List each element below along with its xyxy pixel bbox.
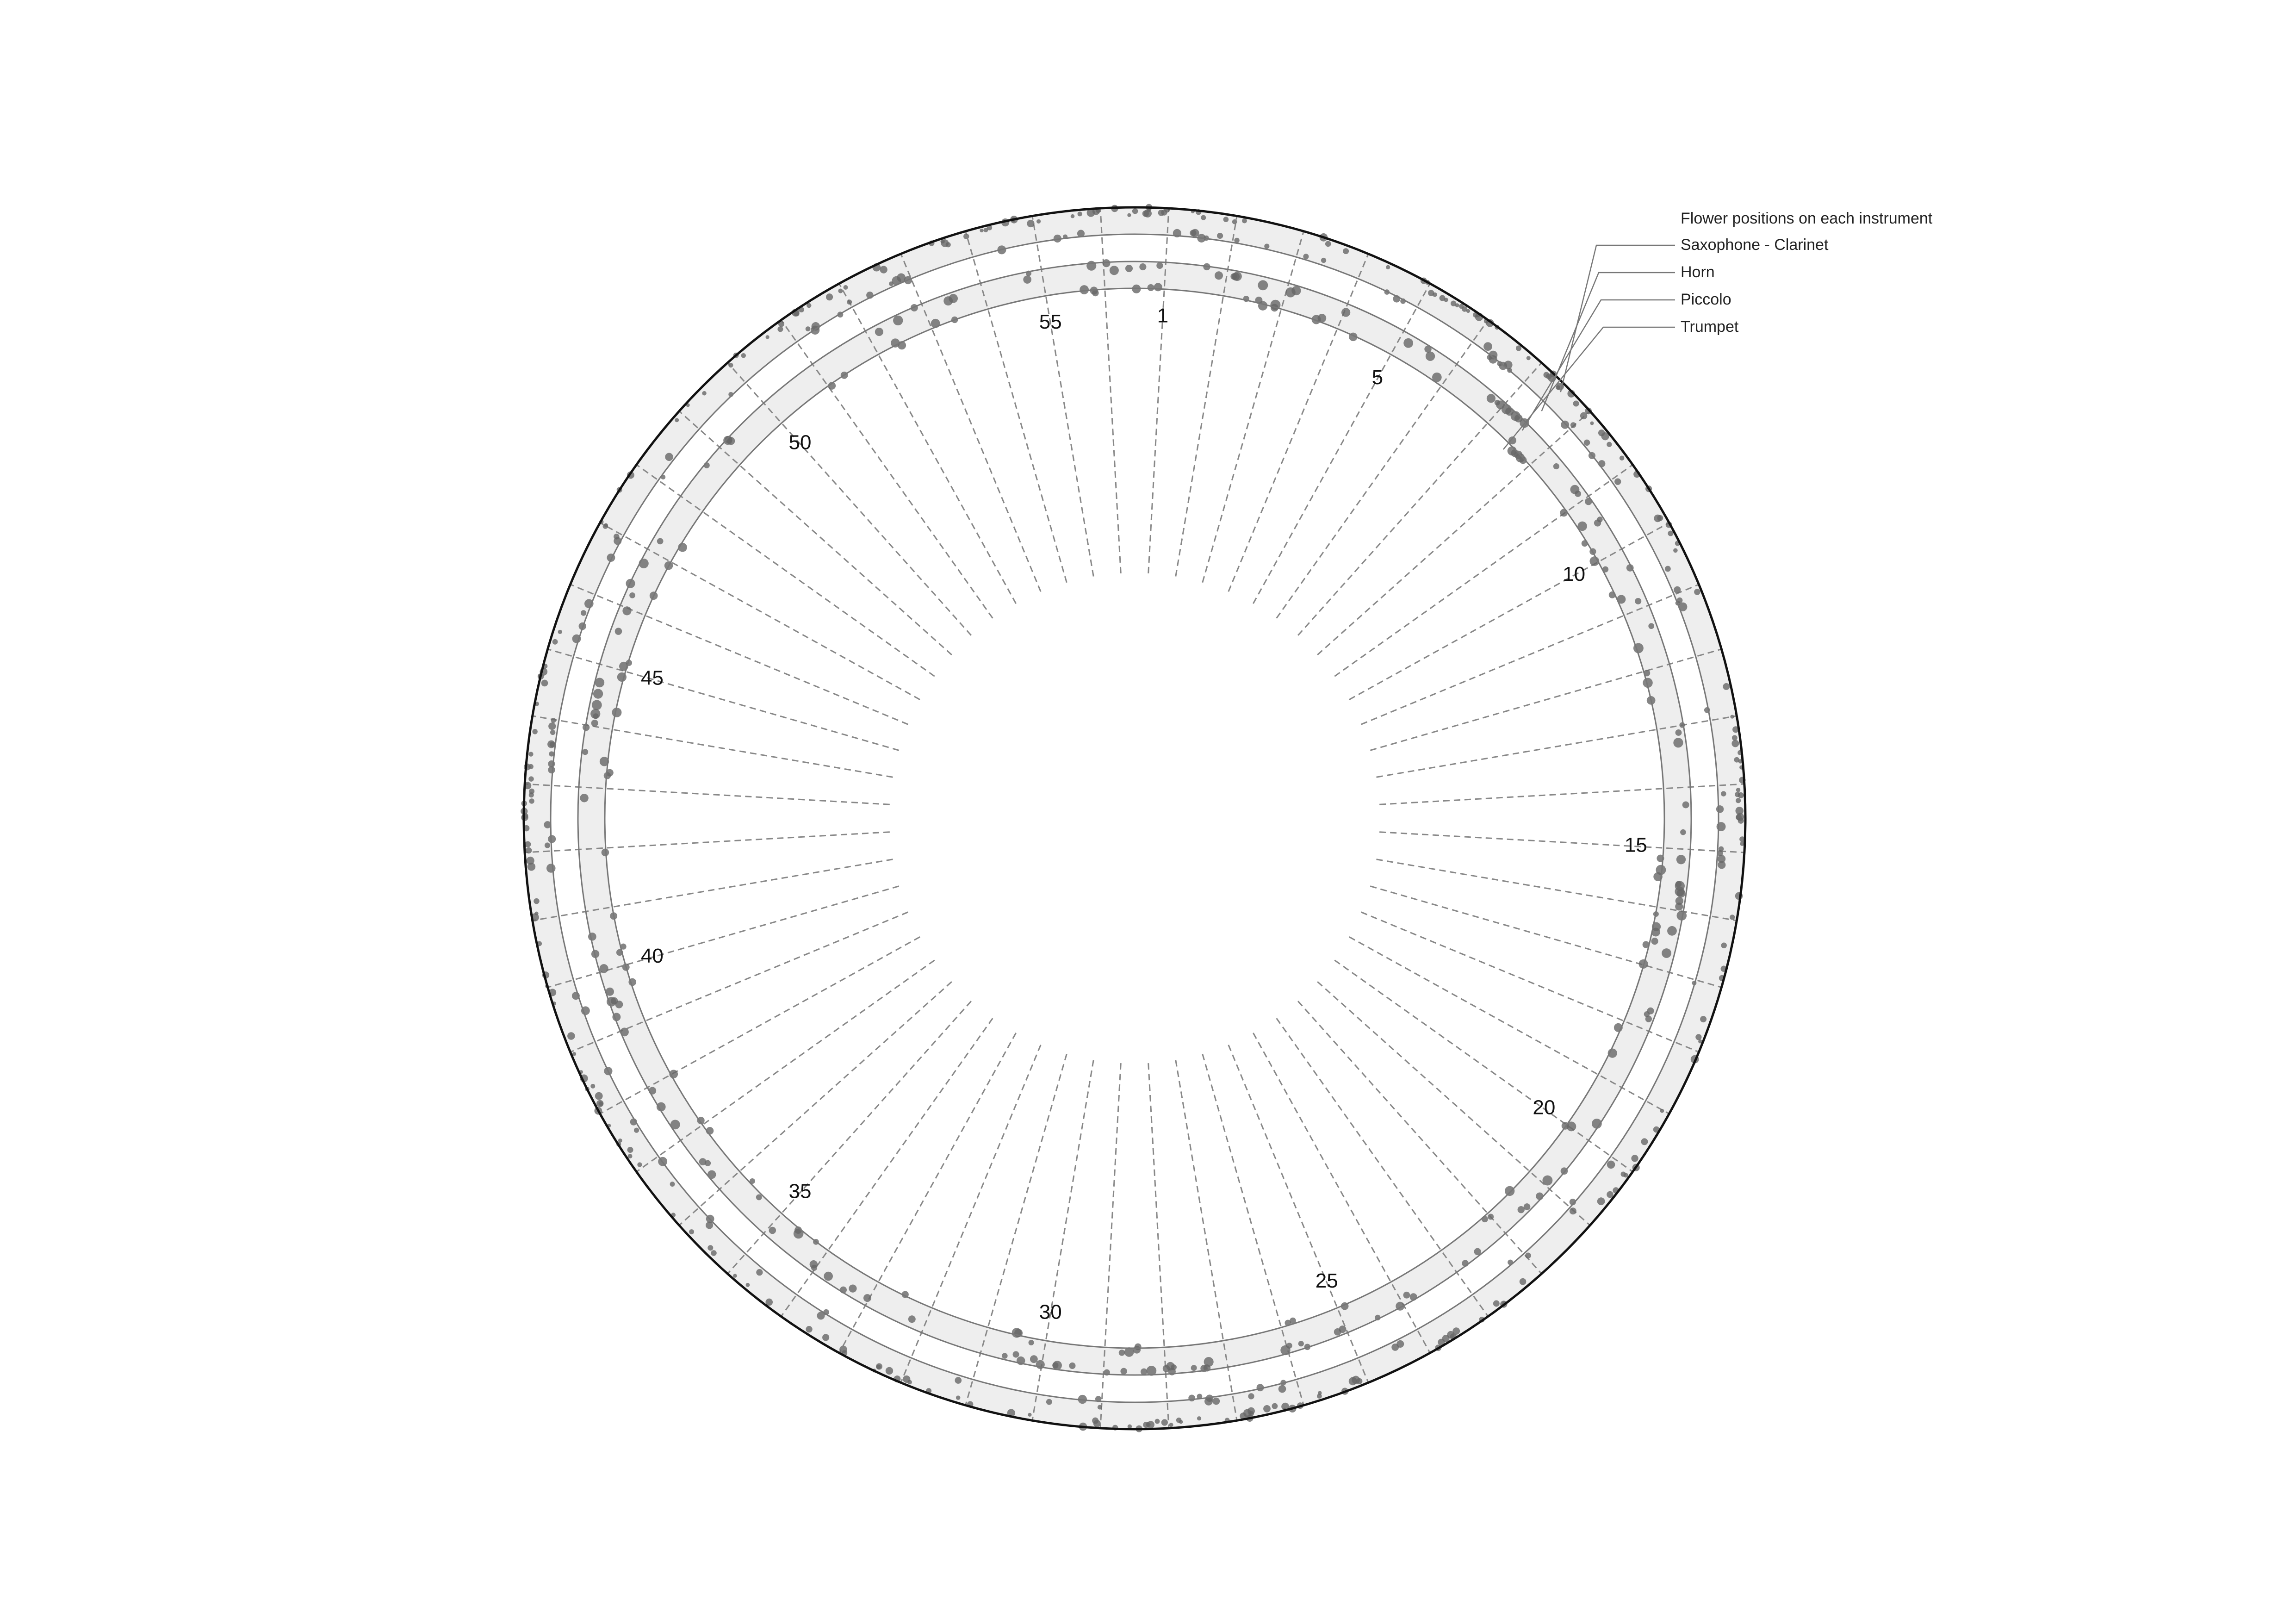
- flower-position-dot: [810, 1260, 818, 1268]
- flower-position-dot: [1459, 304, 1464, 309]
- flower-position-dot: [1660, 1109, 1664, 1113]
- flower-position-dot: [1023, 275, 1031, 284]
- legend-items: [1503, 236, 1829, 449]
- flower-position-dot: [1143, 1422, 1149, 1428]
- flower-position-dot: [1217, 233, 1223, 239]
- flower-position-dot: [546, 864, 556, 873]
- flower-position-dot: [963, 234, 969, 239]
- flower-position-dot: [593, 689, 603, 698]
- flower-position-dot: [1166, 1362, 1174, 1370]
- flower-position-dot: [618, 1139, 622, 1143]
- flower-position-dot: [675, 418, 679, 422]
- flower-position-dot: [1030, 1355, 1038, 1363]
- flower-position-dot: [1674, 586, 1681, 593]
- flower-position-dot: [949, 294, 958, 303]
- flower-position-dot: [1298, 1341, 1304, 1346]
- flower-position-dot: [689, 1229, 694, 1234]
- flower-position-dot: [1343, 248, 1349, 254]
- flower-position-dot: [1657, 515, 1663, 521]
- flower-position-dot: [552, 639, 558, 645]
- flower-position-dot: [1520, 1278, 1527, 1285]
- flower-position-dot: [1682, 802, 1689, 809]
- sector-labels: [641, 304, 1647, 1323]
- flower-position-dot: [1597, 1197, 1605, 1205]
- flower-position-dot: [1645, 1016, 1652, 1022]
- flower-position-dot: [1570, 485, 1579, 494]
- flower-position-dot: [1272, 1403, 1278, 1409]
- flower-position-dot: [777, 326, 783, 332]
- flower-position-dot: [1341, 308, 1350, 317]
- flower-position-dot: [1027, 220, 1034, 227]
- flower-position-dot: [756, 1269, 763, 1276]
- flower-position-dot: [1154, 283, 1162, 291]
- flower-position-dot: [711, 1250, 716, 1256]
- flower-position-dot: [1716, 805, 1724, 813]
- flower-position-dot: [1732, 735, 1738, 740]
- flower-position-dot: [863, 1294, 871, 1302]
- flower-position-dot: [1607, 1161, 1615, 1169]
- flower-position-dot: [595, 1092, 603, 1100]
- flower-position-dot: [541, 680, 548, 687]
- sector-spoke: [1298, 1001, 1541, 1274]
- flower-position-dot: [707, 1245, 713, 1251]
- flower-position-dot: [746, 1283, 750, 1287]
- flower-position-dot: [1148, 284, 1154, 291]
- flower-position-dot: [1242, 218, 1247, 224]
- flower-position-dot: [551, 718, 556, 723]
- flower-position-dot: [1321, 258, 1326, 263]
- flower-position-dot: [1730, 915, 1735, 920]
- flower-position-dot: [1487, 394, 1496, 403]
- flower-position-dot: [1120, 1368, 1127, 1375]
- flower-position-dot: [1675, 729, 1682, 736]
- flower-position-dot: [529, 798, 534, 803]
- flower-position-dot: [1736, 798, 1741, 803]
- flower-position-dot: [1631, 1155, 1638, 1162]
- flower-position-dot: [886, 1367, 893, 1375]
- flower-position-dot: [1665, 566, 1671, 572]
- flower-position-dot: [1139, 263, 1146, 270]
- flower-position-dot: [550, 730, 555, 735]
- flower-position-dot: [1215, 271, 1223, 280]
- sector-spoke: [781, 1018, 993, 1316]
- flower-position-dot: [1013, 1351, 1019, 1358]
- flower-position-dot: [1675, 902, 1683, 910]
- flower-position-dot: [1144, 209, 1152, 217]
- legend-leader-line: [1561, 245, 1675, 392]
- flower-position-dot: [766, 335, 769, 339]
- flower-position-dot: [1695, 1034, 1701, 1040]
- flower-position-dot: [526, 857, 534, 865]
- flower-position-dot: [599, 964, 608, 973]
- flower-position-dot: [582, 749, 588, 755]
- flower-position-dot: [1676, 855, 1686, 864]
- flower-position-dot: [806, 326, 811, 331]
- flower-position-dot: [528, 752, 533, 756]
- flower-position-dot: [1648, 623, 1654, 629]
- flower-position-dot: [946, 242, 951, 247]
- flower-position-dot: [1403, 1292, 1410, 1299]
- sector-label-5: 5: [1371, 366, 1384, 389]
- legend-item-label: Saxophone - Clarinet: [1681, 236, 1829, 254]
- flower-position-dot: [741, 353, 746, 358]
- flower-position-dot: [1352, 1376, 1360, 1384]
- flower-position-dot: [1303, 254, 1309, 259]
- flower-position-dot: [590, 1084, 595, 1089]
- flower-position-dot: [1677, 889, 1686, 898]
- flower-position-dot: [1169, 1423, 1173, 1427]
- flower-position-dot: [705, 1160, 711, 1166]
- flower-position-dot: [629, 592, 635, 598]
- flower-position-dot: [956, 1395, 961, 1400]
- flower-position-dot: [1607, 442, 1612, 447]
- flower-position-dot: [1570, 422, 1576, 428]
- flower-position-dot: [528, 776, 534, 781]
- flower-position-dot: [984, 228, 988, 232]
- flower-position-dot: [1036, 219, 1041, 224]
- flower-position-dot: [1029, 1340, 1034, 1345]
- flower-position-dot: [1248, 1393, 1254, 1399]
- flower-position-dot: [580, 794, 588, 802]
- flower-position-dot: [1098, 1405, 1102, 1409]
- flower-position-dot: [769, 1227, 776, 1234]
- flower-position-dot: [1560, 509, 1568, 517]
- sector-label-15: 15: [1624, 834, 1647, 857]
- flower-position-dot: [1141, 1369, 1148, 1375]
- flower-position-dot: [567, 1032, 575, 1040]
- flower-position-dot: [1553, 463, 1559, 469]
- flower-position-dot: [1161, 209, 1167, 215]
- flower-position-dot: [1641, 1138, 1648, 1145]
- flower-position-dot: [1573, 400, 1579, 406]
- flower-position-dot: [1161, 1419, 1168, 1425]
- flower-position-dot: [615, 628, 622, 635]
- flower-position-dot: [1264, 244, 1269, 249]
- flower-position-dot: [1156, 262, 1163, 269]
- flower-position-dot: [548, 766, 555, 773]
- band-saxophone-clarinet: [524, 207, 1745, 1429]
- sector-label-35: 35: [788, 1180, 812, 1203]
- flower-position-dot: [1125, 265, 1133, 272]
- flower-position-dot: [1488, 1213, 1494, 1220]
- flower-position-dot: [529, 792, 534, 797]
- flower-position-dot: [1110, 266, 1119, 275]
- flower-position-dot: [849, 1284, 856, 1292]
- flower-position-dot: [1584, 440, 1590, 446]
- flower-position-dot: [893, 316, 903, 325]
- flower-position-dot: [876, 1365, 881, 1369]
- sector-spoke: [1334, 465, 1632, 676]
- sector-label-10: 10: [1563, 562, 1586, 585]
- flower-position-dot: [733, 1274, 737, 1278]
- flower-position-dot: [1718, 861, 1725, 869]
- flower-position-dot: [1155, 1419, 1160, 1424]
- flower-position-dot: [1730, 715, 1734, 718]
- sector-spoke: [1298, 363, 1541, 635]
- flower-position-dot: [903, 1375, 910, 1383]
- flower-position-dot: [525, 841, 531, 847]
- flower-position-dot: [532, 729, 538, 734]
- sector-label-40: 40: [640, 944, 664, 967]
- flower-position-dot: [1620, 455, 1625, 460]
- flower-position-dot: [592, 700, 602, 710]
- flower-position-dot: [1201, 215, 1206, 220]
- flower-position-dot: [1002, 1353, 1008, 1359]
- flower-position-dot: [1212, 1398, 1220, 1405]
- sector-spoke: [1317, 411, 1590, 654]
- flower-position-dot: [1052, 1362, 1058, 1368]
- flower-position-dot: [545, 842, 550, 848]
- flower-position-dot: [558, 630, 562, 634]
- flower-position-dot: [838, 288, 843, 293]
- flower-position-dot: [1232, 219, 1237, 224]
- flower-position-dot: [1223, 217, 1229, 222]
- flower-position-dot: [1317, 1394, 1322, 1399]
- sector-label-55: 55: [1039, 310, 1062, 333]
- sector-label-20: 20: [1533, 1096, 1556, 1119]
- flower-position-dot: [1735, 792, 1740, 797]
- flower-position-dot: [548, 835, 556, 843]
- flower-position-dot: [590, 709, 600, 719]
- flower-position-dot: [1667, 926, 1677, 936]
- flower-position-dot: [1391, 1344, 1399, 1351]
- legend-item-label: Trumpet: [1681, 318, 1739, 336]
- flower-position-dot: [980, 229, 983, 232]
- flower-position-dot: [1069, 1363, 1075, 1369]
- flower-position-dot: [1527, 356, 1531, 360]
- flower-position-dot: [728, 363, 733, 367]
- flower-position-dot: [1278, 1385, 1286, 1393]
- flower-position-dot: [1466, 309, 1470, 313]
- flower-position-dot: [1525, 1253, 1531, 1259]
- flower-position-dot: [548, 722, 556, 730]
- flower-position-dot: [702, 391, 706, 395]
- flower-position-dot: [1556, 385, 1560, 390]
- flower-position-dot: [1680, 829, 1686, 835]
- flower-position-dot: [1433, 292, 1437, 297]
- flower-position-dot: [1132, 208, 1138, 214]
- flower-position-dot: [628, 1154, 633, 1158]
- sector-label-1: 1: [1157, 304, 1169, 327]
- flower-position-dot: [1546, 373, 1551, 379]
- flower-position-dot: [1700, 1016, 1706, 1022]
- flower-position-dot: [1243, 1409, 1252, 1418]
- flower-position-dot: [634, 1128, 639, 1133]
- flower-position-dot: [875, 328, 883, 336]
- flower-position-dot: [1127, 213, 1131, 217]
- flower-position-dot: [1524, 1203, 1531, 1210]
- flower-position-dot: [826, 293, 833, 300]
- flower-position-dot: [1736, 815, 1742, 821]
- instrument-bands: [524, 207, 1745, 1429]
- flower-position-dot: [581, 610, 586, 616]
- flower-position-dot: [1071, 214, 1075, 218]
- flower-position-dot: [1673, 738, 1683, 747]
- flower-position-dot: [1191, 1365, 1197, 1371]
- flower-position-dot: [1046, 1399, 1052, 1405]
- flower-position-dot: [1620, 1171, 1626, 1176]
- flower-position-dot: [627, 1147, 633, 1153]
- sector-spoke: [727, 1001, 971, 1274]
- flower-position-dot: [1651, 938, 1658, 945]
- flower-position-dot: [1721, 943, 1727, 949]
- flower-position-dot: [844, 285, 848, 290]
- flower-position-dot: [1334, 1328, 1341, 1336]
- flower-position-dot: [1673, 548, 1678, 553]
- flower-position-dot: [591, 720, 598, 727]
- flower-position-dot: [1263, 1405, 1271, 1412]
- flower-position-dot: [908, 1315, 916, 1323]
- flower-position-dot: [1291, 286, 1301, 295]
- ring-horn: [551, 234, 1719, 1402]
- flower-position-dot: [1093, 1420, 1101, 1427]
- flower-position-dot: [637, 1162, 642, 1167]
- flower-position-dot: [1403, 338, 1413, 348]
- flower-position-dot: [534, 898, 540, 904]
- flower-position-dot: [1542, 1176, 1552, 1186]
- flower-position-dot: [1635, 598, 1641, 604]
- flower-position-dot: [1590, 422, 1594, 425]
- flower-position-dot: [1694, 589, 1700, 595]
- flower-position-dot: [1734, 757, 1739, 763]
- flower-position-dot: [1483, 342, 1492, 351]
- flower-position-dot: [806, 1326, 812, 1332]
- flower-position-dot: [1536, 1193, 1543, 1200]
- flower-position-dot: [1258, 280, 1268, 290]
- flower-position-dot: [1731, 740, 1739, 747]
- flower-position-dot: [824, 1272, 833, 1281]
- sector-label-50: 50: [788, 431, 812, 454]
- flower-position-dot: [1102, 259, 1110, 267]
- flower-position-dot: [1386, 265, 1390, 269]
- flower-position-dot: [880, 266, 887, 273]
- flower-position-dot: [1505, 1186, 1514, 1196]
- flower-position-dot: [1197, 1416, 1201, 1420]
- flower-position-dot: [526, 847, 532, 854]
- flower-position-dot: [657, 538, 664, 545]
- flower-position-dot: [665, 453, 673, 461]
- flower-position-dot: [1493, 1300, 1500, 1307]
- flower-position-dot: [1607, 1191, 1613, 1198]
- legend-item-label: Piccolo: [1681, 291, 1731, 308]
- sector-spoke: [679, 982, 952, 1225]
- flower-position-dot: [1078, 212, 1082, 216]
- flower-position-dot: [847, 299, 852, 305]
- flower-position-dot: [596, 1100, 603, 1107]
- flower-position-dot: [534, 912, 538, 915]
- flower-position-dot: [756, 1195, 762, 1201]
- flower-position-dot: [1080, 285, 1089, 294]
- sector-label-45: 45: [640, 666, 664, 690]
- flower-position-dot: [1662, 948, 1671, 958]
- flower-position-dot: [1119, 1350, 1125, 1356]
- flower-position-dot: [622, 606, 631, 615]
- flower-position-dot: [614, 534, 619, 539]
- flower-position-dot: [1426, 351, 1435, 361]
- flower-position-dot: [603, 523, 608, 529]
- sector-label-30: 30: [1039, 1300, 1062, 1324]
- flower-position-dot: [1179, 1420, 1183, 1424]
- flower-position-dot: [1721, 791, 1726, 796]
- flower-position-dot: [822, 1334, 829, 1341]
- flower-position-dot: [670, 1182, 675, 1187]
- flower-position-dot: [1598, 429, 1605, 436]
- flower-position-dot: [1614, 479, 1621, 485]
- flower-position-dot: [1518, 1206, 1525, 1213]
- flower-position-dot: [1675, 881, 1682, 888]
- flower-position-dot: [1570, 1207, 1576, 1214]
- flower-position-dot: [1482, 1216, 1488, 1222]
- flower-position-dot: [1736, 788, 1740, 792]
- flower-position-dot: [1191, 229, 1199, 237]
- legend-title: Flower positions on each instrument: [1681, 210, 1933, 227]
- flower-position-dot: [955, 1377, 962, 1384]
- flower-position-dot: [1723, 683, 1730, 690]
- flower-position-dot: [547, 740, 555, 748]
- flower-position-dot: [1325, 241, 1331, 247]
- legend-item-label: Horn: [1681, 263, 1715, 281]
- flower-position-dot: [1597, 516, 1602, 522]
- flower-position-dot: [1133, 1346, 1141, 1354]
- flower-position-dot: [1455, 303, 1459, 307]
- flower-position-dot: [1232, 273, 1240, 280]
- sector-label-25: 25: [1315, 1269, 1338, 1293]
- flower-position-dot: [1444, 298, 1448, 302]
- flower-position-dot: [839, 1345, 847, 1353]
- flower-position-dot: [1028, 1413, 1031, 1417]
